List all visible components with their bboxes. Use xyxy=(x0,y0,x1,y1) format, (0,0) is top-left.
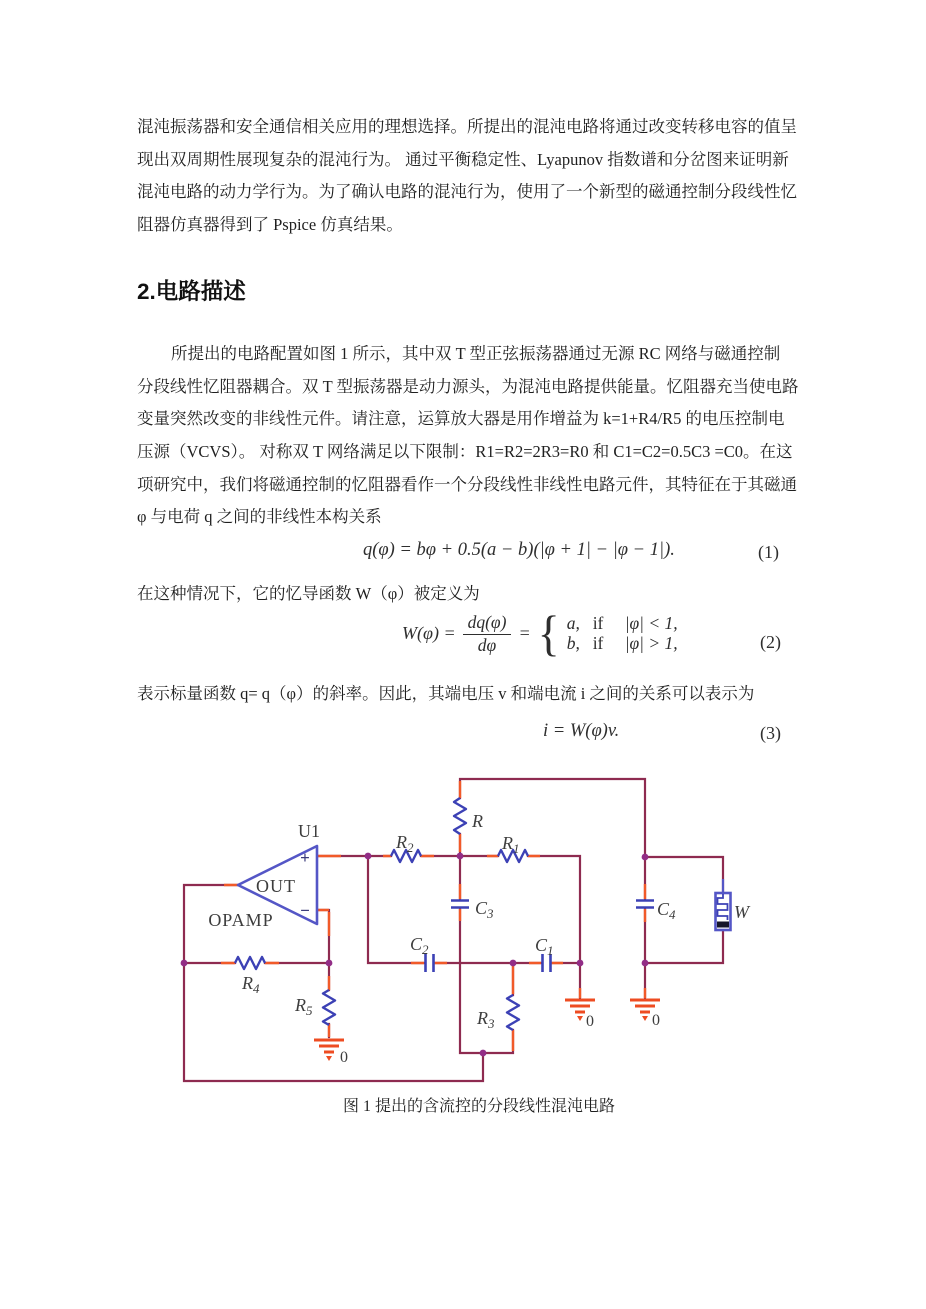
junction-dot xyxy=(642,854,649,861)
ground-label-0: 0 xyxy=(340,1049,348,1066)
opamp-designator: U1 xyxy=(298,821,320,841)
junction-dot xyxy=(510,960,517,967)
equation-2-body xyxy=(402,605,678,661)
label-R: R xyxy=(472,811,483,831)
text-line: 在这种情况下，它的忆导函数 W（φ）被定义为 xyxy=(137,584,480,603)
equation-3-number: (3) xyxy=(760,723,781,743)
junction-dot xyxy=(642,960,649,967)
capacitor-C4-symbol xyxy=(636,901,654,908)
equation-2-fraction xyxy=(463,612,512,655)
label-C1: $C_1$ xyxy=(535,935,554,958)
resistor-R4-symbol xyxy=(235,957,265,969)
label-R2: $R_2$ xyxy=(396,832,414,855)
circuit-diagram xyxy=(150,765,810,1095)
label-C3: $C_3$ xyxy=(475,898,494,921)
equals-sign: = xyxy=(518,623,531,644)
junction-dot xyxy=(181,960,188,967)
junction-dot xyxy=(457,853,464,860)
paragraph-1 xyxy=(137,111,805,242)
text-line: φ 与电荷 q 之间的非线性本构关系 xyxy=(137,507,382,527)
circuit-wires xyxy=(184,779,723,1081)
text-line: 分段线性忆阻器耦合。双 T 型振荡器是动力源头，为混沌电路提供能量。忆阻器充当使电路 xyxy=(137,376,799,396)
label-R5: $R_5$ xyxy=(295,995,313,1018)
circuit-labels xyxy=(208,811,751,1066)
junction-dot xyxy=(577,960,584,967)
fraction-denominator: dφ xyxy=(477,634,497,655)
text-line: 所提出的电路配置如图 1 所示，其中双 T 型正弦振荡器通过无源 RC 网络与磁通控制 xyxy=(171,344,781,363)
text-line: 压源（VCVS）。 对称双 T 网络满足以下限制：R1=R2=2R3=R0 和 C1=C2=0.5C3 =C0。在这 xyxy=(137,442,793,462)
paragraph-2 xyxy=(137,338,805,534)
equation-2-number: (2) xyxy=(760,632,781,652)
text-line: 混沌振荡器和安全通信相关应用的理想选择。所提出的混沌电路将通过改变转移电容的值呈 xyxy=(137,117,797,136)
resistor-R-symbol xyxy=(454,798,466,834)
label-R1: $R_1$ xyxy=(502,833,520,856)
label-memristor-W: W xyxy=(734,902,749,922)
case-row: b, if |φ| > 1, xyxy=(566,632,678,653)
cases-brace: { xyxy=(537,605,560,661)
memristor-bar xyxy=(717,922,729,928)
ground-label-0: 0 xyxy=(586,1013,594,1030)
text-line: 现出双周期性展现复杂的混沌行为。 通过平衡稳定性、Lyapunov 指数谱和分岔图来证明新 xyxy=(137,149,789,169)
fraction-numerator: dq(φ) xyxy=(463,612,512,635)
memristor xyxy=(716,879,731,930)
opamp-minus-sign: − xyxy=(300,901,310,920)
text-line: 混沌电路的动力学行为。为了确认电路的混沌行为，使用了一个新型的磁通控制分段线性忆 xyxy=(137,182,797,202)
label-C4: $C_4$ xyxy=(657,899,676,922)
junction-dot xyxy=(480,1050,487,1057)
opamp-plus-sign: + xyxy=(300,848,310,867)
equation-1-number: (1) xyxy=(758,542,779,562)
resistor-R5-symbol xyxy=(323,990,335,1025)
resistor-R3-symbol xyxy=(507,995,519,1030)
label-R4: $R_4$ xyxy=(242,973,260,996)
label-C2: $C_2$ xyxy=(410,934,429,957)
capacitor-C3-symbol xyxy=(451,901,469,908)
figure-caption: 图 1 提出的含流控的分段线性混沌电路 xyxy=(343,1098,616,1115)
ground-label-0: 0 xyxy=(652,1012,660,1029)
label-R3: $R_3$ xyxy=(477,1008,495,1031)
equation-2-cases xyxy=(567,614,678,653)
opamp-out-label: OUT xyxy=(256,876,296,896)
equation-1-body: q(φ) = bφ + 0.5(a − b)(|φ + 1| − |φ − 1|). xyxy=(363,540,675,560)
text-line: 阻器仿真器得到了 Pspice 仿真结果。 xyxy=(137,215,403,235)
equation-3-body: i = W(φ)v. xyxy=(543,721,620,741)
text-line: 项研究中，我们将磁通控制的忆阻器看作一个分段线性非线性电路元件，其特征在于其磁通 xyxy=(137,474,797,494)
junction-dot xyxy=(326,960,333,967)
junction-dot xyxy=(365,853,372,860)
equation-2-lhs: W(φ) = xyxy=(402,623,456,644)
opamp-name-label: OPAMP xyxy=(208,910,274,930)
text-line: 表示标量函数 q= q（φ）的斜率。因此，其端电压 v 和端电流 i 之间的关系可以表示为 xyxy=(137,684,755,703)
case-row: a, if |φ| < 1, xyxy=(566,613,678,634)
text-line: 变量突然改变的非线性元件。请注意，运算放大器是用作增益为 k=1+R4/R5 的电压控制电 xyxy=(137,409,785,429)
section-heading: 2.电路描述 xyxy=(137,279,246,304)
